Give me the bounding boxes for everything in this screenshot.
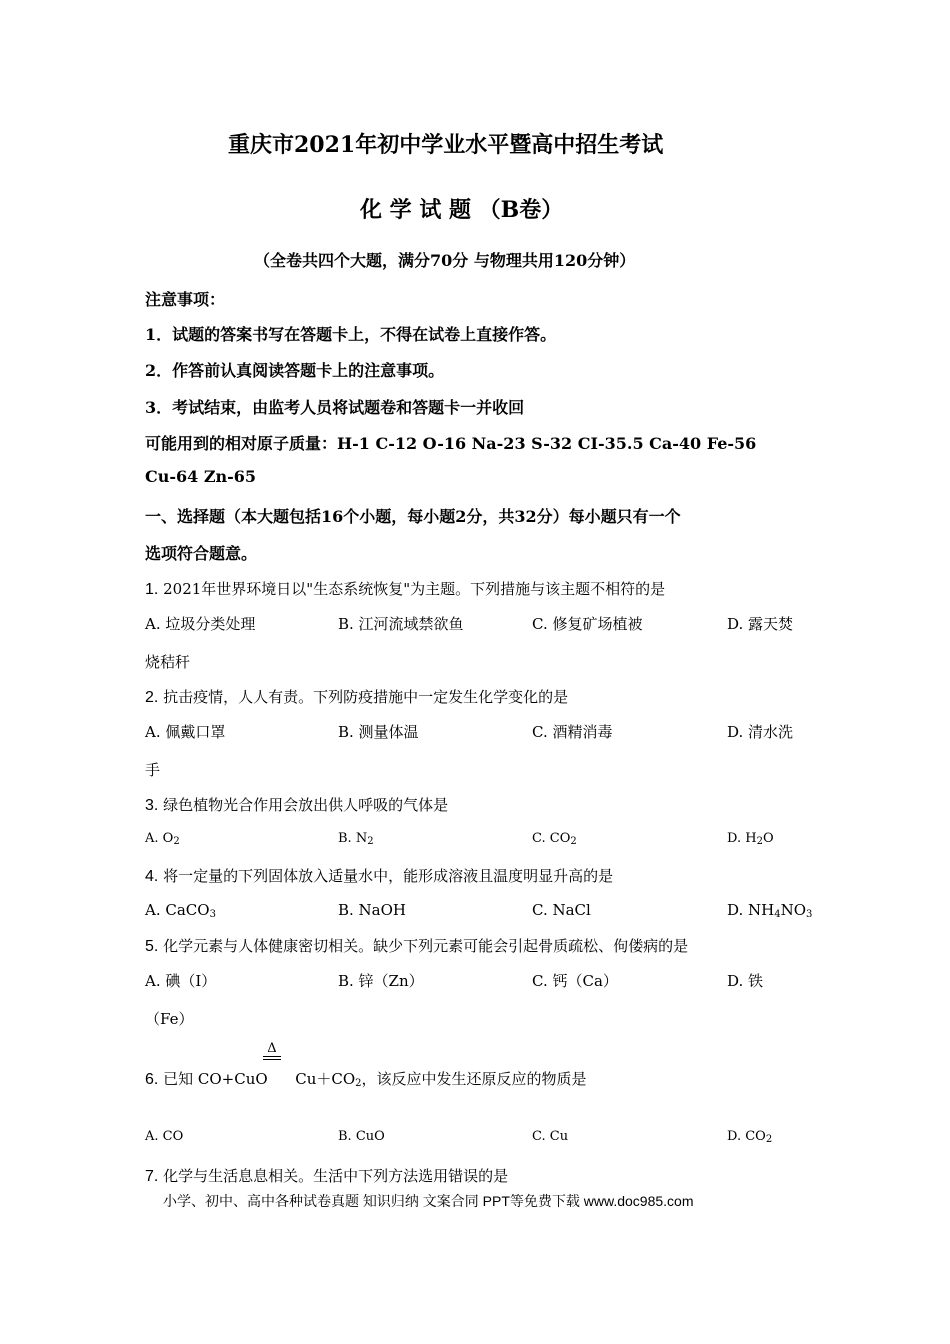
question-text: 绿色植物光合作用会放出供人呼吸的气体是 bbox=[163, 796, 449, 814]
question-number: 3. bbox=[145, 797, 159, 814]
option-b: B. 锌（Zn） bbox=[338, 972, 424, 990]
notes-heading: 注意事项： bbox=[145, 290, 226, 309]
option-c: C. 修复矿场植被 bbox=[532, 615, 643, 633]
question-6: 6. 已知 CO+CuO $Cu+CO_2$，该反应中发生还原反应的物质是 bbox=[145, 1070, 587, 1089]
question-4 bbox=[145, 865, 613, 886]
question-number: 6. bbox=[145, 1071, 159, 1088]
question-number: 1. bbox=[145, 581, 159, 598]
option-b: B. 测量体温 bbox=[338, 723, 419, 741]
option-d-wrap: （Fe） bbox=[145, 1010, 194, 1028]
option-c: C. $CO_2$ bbox=[532, 831, 577, 847]
option-b: B. NaOH bbox=[338, 901, 407, 919]
exam-title: 重庆市2021年初中学业水平暨高中招生考试 bbox=[228, 132, 664, 158]
option-d-wrap: 手 bbox=[145, 761, 161, 779]
question-5 bbox=[145, 935, 688, 956]
question-number: 5. bbox=[145, 938, 159, 955]
question-text: 抗击疫情，人人有责。下列防疫措施中一定发生化学变化的是 bbox=[163, 688, 569, 706]
option-a: A. CO bbox=[145, 1129, 184, 1144]
option-a: A. 碘（I） bbox=[145, 972, 217, 990]
option-d: D. $H_2O$ bbox=[727, 831, 774, 847]
exam-subtitle: 化 学 试 题 （B卷） bbox=[360, 197, 564, 223]
page-footer: 小学、初中、高中各种试卷真题 知识归纳 文案合同 PPT等免费下载 www.doc985.com bbox=[163, 1193, 694, 1209]
question-number: 4. bbox=[145, 868, 159, 885]
question-number: 7. bbox=[145, 1168, 159, 1185]
reaction-condition bbox=[263, 1043, 281, 1060]
option-d: D. $CO_2$ bbox=[727, 1129, 773, 1145]
option-d: D. 清水洗 bbox=[727, 723, 794, 741]
question-text-post: ，该反应中发生还原反应的物质是 bbox=[361, 1070, 587, 1088]
option-a: A. $O_2$ bbox=[145, 831, 180, 847]
option-a: A. 垃圾分类处理 bbox=[145, 615, 256, 633]
heat-symbol: Δ bbox=[267, 1041, 277, 1056]
question-text: 将一定量的下列固体放入适量水中，能形成溶液且温度明显升高的是 bbox=[163, 867, 614, 885]
question-1 bbox=[145, 578, 665, 599]
option-a: A. 佩戴口罩 bbox=[145, 723, 226, 741]
option-c: C. NaCl bbox=[532, 901, 591, 919]
note-item: 3．考试结束，由监考人员将试题卷和答题卡一并收回 bbox=[145, 398, 525, 417]
option-b: B. CuO bbox=[338, 1129, 385, 1144]
section-heading: 一、选择题（本大题包括16个小题，每小题2分，共32分）每小题只有一个 bbox=[145, 507, 681, 526]
option-c: C. 酒精消毒 bbox=[532, 723, 613, 741]
question-text: 2021年世界环境日以"生态系统恢复"为主题。下列措施与该主题不相符的是 bbox=[163, 580, 666, 598]
question-text: 化学元素与人体健康密切相关。缺少下列元素可能会引起骨质疏松、佝偻病的是 bbox=[163, 937, 689, 955]
option-d-wrap: 烧秸秆 bbox=[145, 653, 191, 671]
atomic-masses-line1: 可能用到的相对原子质量：H-1 C-12 O-16 Na-23 S-32 CI-35.5 Ca-40 Fe-56 bbox=[145, 434, 757, 453]
option-a: A. CaCO$_3$ bbox=[145, 901, 216, 920]
option-c: C. Cu bbox=[532, 1129, 569, 1144]
option-d: D. 露天焚 bbox=[727, 615, 794, 633]
question-text-pre: 已知 CO+CuO bbox=[163, 1070, 268, 1088]
note-item: 1．试题的答案书写在答题卡上，不得在试卷上直接作答。 bbox=[145, 325, 557, 344]
option-b: B. 江河流域禁欲鱼 bbox=[338, 615, 464, 633]
question-3 bbox=[145, 794, 448, 815]
question-7 bbox=[145, 1165, 508, 1186]
atomic-masses-line2: Cu-64 Zn-65 bbox=[145, 467, 257, 486]
question-number: 2. bbox=[145, 689, 159, 706]
question-2 bbox=[145, 686, 568, 707]
option-d: D. $NH_4NO_3$ bbox=[727, 901, 813, 920]
option-b: B. $N_2$ bbox=[338, 831, 374, 847]
option-d: D. 铁 bbox=[727, 972, 764, 990]
reaction-equals-sign bbox=[263, 1056, 281, 1060]
option-c: C. 钙（Ca） bbox=[532, 972, 618, 990]
exam-info: （全卷共四个大题，满分70分 与物理共用120分钟） bbox=[254, 251, 636, 270]
question-text-mid: Cu＋CO bbox=[295, 1070, 356, 1088]
question-text: 化学与生活息息相关。生活中下列方法选用错误的是 bbox=[163, 1167, 509, 1185]
note-item: 2．作答前认真阅读答题卡上的注意事项。 bbox=[145, 361, 445, 380]
section-heading-cont: 选项符合题意。 bbox=[145, 544, 258, 563]
